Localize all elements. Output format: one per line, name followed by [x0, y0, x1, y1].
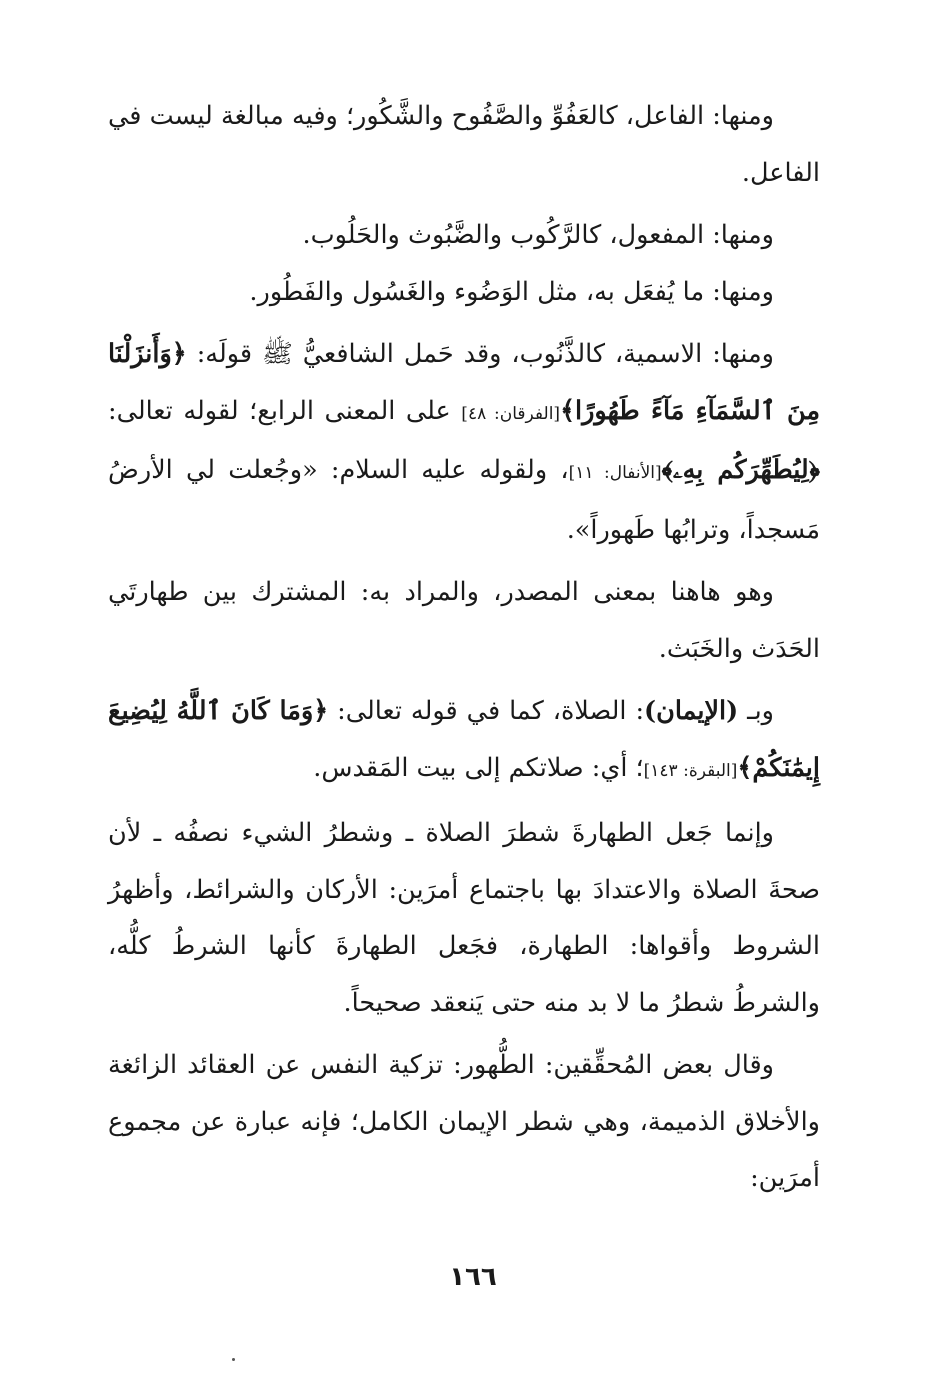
term-iman: (الإيمان) — [644, 696, 739, 726]
paragraph-5: وهو هاهنا بمعنى المصدر، والمراد به: المشترك بين طهارتَي الحَدَث والخَبَث. — [108, 577, 820, 664]
paragraph-6-text-c: ؛ أي: صلاتكم إلى بيت المَقدس. — [313, 752, 644, 783]
paragraph-6-text-b: : الصلاة، كما في قوله تعالى: — [328, 696, 645, 726]
paragraph-1: ومنها: الفاعل، كالعَفُوِّ والصَّفُوح والشَّكُور؛ وفيه مبالغة ليست في الفاعل. — [108, 101, 820, 188]
paragraph-4 — [108, 326, 820, 558]
quran-verse-baqara: ﴿وَمَا كَانَ ٱللَّهُ لِيُضِيعَ إِيمَٰنَكُمْ﴾ — [108, 696, 820, 783]
paragraph-4-text-c: ، ولقوله عليه السلام: «وجُعلت لي الأرضُ مَسجداً، وترابُها طَهوراً». — [108, 455, 820, 545]
page-number: ١٦٦ — [449, 1262, 497, 1292]
page-body — [108, 88, 820, 1213]
paragraph-6-text-a: وبـ — [738, 696, 774, 726]
verse-reference-anfal: [الأنفال: ١١] — [568, 463, 662, 483]
paragraph-8: وقال بعض المُحقِّقين: الطُّهور: تزكية النفس عن العقائد الزائغة والأخلاق الذميمة، وهي شطر الإيمان الكامل؛ فإنه عبارة عن مجموع أمرَين: — [108, 1050, 820, 1193]
paragraph-6 — [108, 683, 820, 799]
quran-verse-furqan: ﴿وَأَنزَلْنَا مِنَ ٱلسَّمَآءِ مَآءً طَهُورًا﴾ — [108, 339, 821, 426]
paragraph-2: ومنها: المفعول، كالرَّكُوب والضَّبُوث والحَلُوب. — [302, 220, 774, 250]
verse-reference-baqara: [البقرة: ١٤٣] — [643, 760, 738, 781]
verse-reference-furqan: [الفرقان: ٤٨] — [461, 403, 561, 424]
paragraph-4-text-a: ومنها: الاسمية، كالذَّنُوب، وقد حَمل الشافعيُّ ﷺ قولَه: — [186, 339, 774, 369]
paragraph-3: ومنها: ما يُفعَل به، مثل الوَضُوء والغَسُول والفَطُور. — [249, 276, 774, 307]
paragraph-4-text-b: على المعنى الرابع؛ لقوله تعالى: — [108, 395, 462, 426]
scan-speck — [232, 1358, 235, 1361]
paragraph-7: وإنما جَعل الطهارةَ شطرَ الصلاة ـ وشطرُ الشيء نصفُه ـ لأن صحةَ الصلاة والاعتدادَ بها باجتماع أمرَين: الأركان والشرائط، وأظهرُ الشروط وأقواها: الطهارة، فجَعل الطهارةَ كأنها الشرطُ كلُّه، والشرطُ شطرُ ما لا بد منه حتى يَنعقد صحيحاً. — [108, 818, 820, 1018]
quran-verse-anfal: ﴿لِيُطَهِّرَكُم بِهِۦ﴾ — [661, 455, 820, 485]
